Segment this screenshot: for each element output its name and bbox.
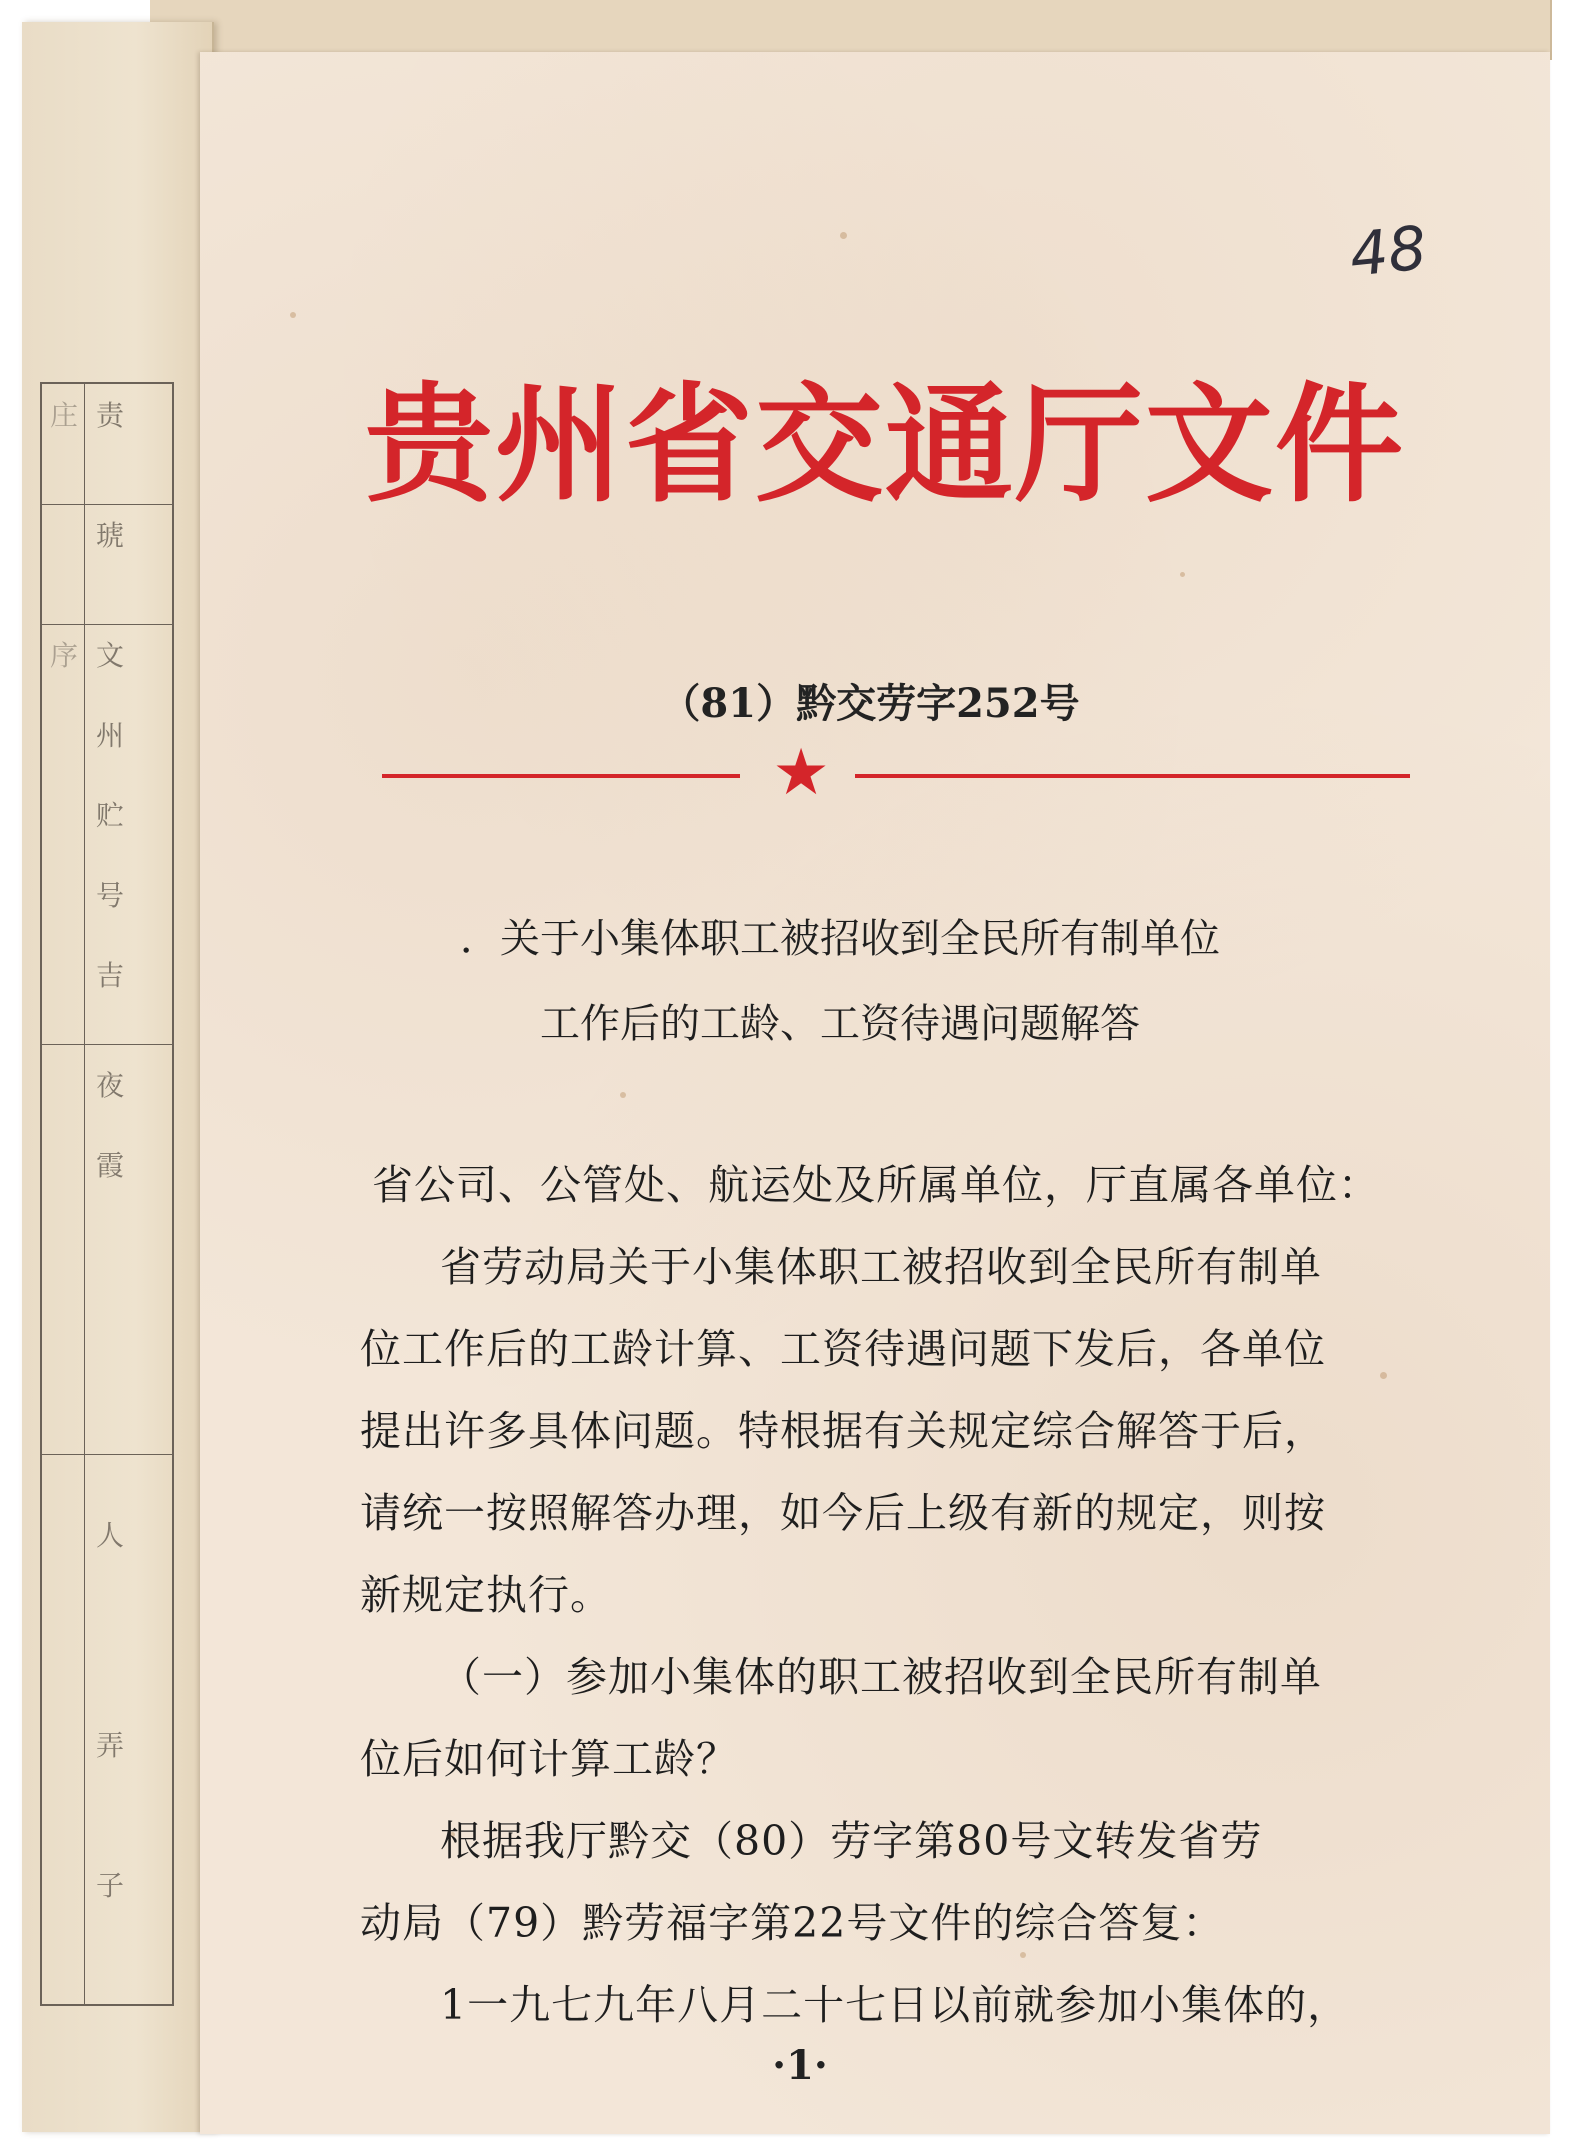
subject-title-line-1: ．关于小集体职工被招收到全民所有制单位 (460, 916, 1220, 962)
red-rule-left (382, 774, 740, 778)
paper-speck (1020, 1952, 1026, 1958)
cover-form-glyph: 吉 (95, 959, 124, 992)
cover-form-row-divider (42, 504, 172, 505)
back-sheet (150, 0, 1552, 60)
answer-line: 动局（79）黔劳福字第22号文件的综合答复： (360, 1899, 1225, 1947)
paper-speck (840, 232, 847, 239)
cover-form-glyph: 号 (95, 879, 124, 912)
cover-form-table (40, 382, 174, 2006)
answer-line: 根据我厅黔交（80）劳字第80号文转发省劳 (440, 1817, 1263, 1865)
cover-form-glyph: 人 (95, 1519, 124, 1552)
body-paragraph-line: 提出许多具体问题。特根据有关规定综合解答于后， (360, 1407, 1326, 1455)
cover-form-row-divider (42, 1454, 172, 1455)
body-paragraph-line: 新规定执行。 (360, 1571, 612, 1619)
cover-form-glyph: 子 (95, 1869, 124, 1902)
subject-title-line-2: 工作后的工龄、工资待遇问题解答 (540, 1001, 1140, 1047)
body-paragraph-line: 位工作后的工龄计算、工资待遇问题下发后，各单位 (360, 1325, 1326, 1373)
cover-form-glyph: 州 (95, 719, 124, 752)
question-line: （一）参加小集体的职工被招收到全民所有制单 (440, 1653, 1322, 1701)
paper-speck (1180, 572, 1185, 577)
question-line: 位后如何计算工龄？ (360, 1735, 738, 1783)
addressee-line: 省公司、公管处、航运处及所属单位，厅直属各单位： (372, 1161, 1380, 1209)
red-rule-right (855, 774, 1410, 778)
body-paragraph-line: 省劳动局关于小集体职工被招收到全民所有制单 (440, 1243, 1322, 1291)
cover-form-glyph: 霞 (95, 1149, 124, 1182)
paper-speck (1380, 1372, 1387, 1379)
cover-form-glyph: 序 (49, 639, 78, 672)
cover-sheet (22, 22, 214, 2132)
cover-form-glyph: 琥 (95, 519, 124, 552)
document-header-title: 贵州省交通厅文件 (365, 371, 1406, 520)
handwritten-page-mark: 48 (1346, 213, 1430, 291)
cover-form-glyph: 文 (95, 639, 124, 672)
cover-form-glyph: 庄 (49, 399, 78, 432)
paper-speck (620, 1092, 626, 1098)
paper-speck (290, 312, 296, 318)
cover-form-column-divider (84, 384, 85, 2004)
body-paragraph-line: 请统一按照解答办理，如今后上级有新的规定，则按 (360, 1489, 1326, 1537)
cover-form-glyph: 责 (95, 399, 124, 432)
cover-form-row-divider (42, 1044, 172, 1045)
document-page (200, 52, 1550, 2134)
cover-form-glyph: 弄 (95, 1729, 124, 1762)
answer-line: 1一九七九年八月二十七日以前就参加小集体的， (440, 1981, 1350, 2029)
cover-form-row-divider (42, 624, 172, 625)
cover-form-glyph: 夜 (95, 1069, 124, 1102)
cover-form-glyph: 贮 (95, 799, 124, 832)
star-icon: ★ (772, 736, 830, 810)
footer-page-number: ·1· (772, 2042, 828, 2089)
document-number: （81）黔交劳字252号 (660, 680, 1080, 727)
